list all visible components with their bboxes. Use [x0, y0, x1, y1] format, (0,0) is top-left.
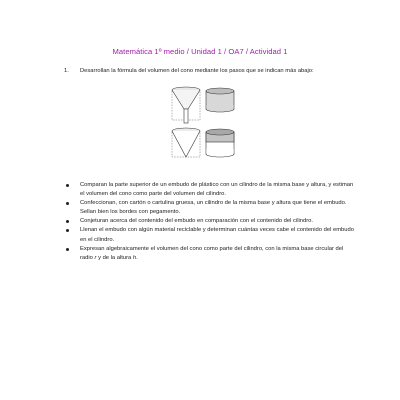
step-number: 1. — [64, 68, 69, 74]
cone-cylinder-figure — [170, 85, 240, 162]
cylinder-icon — [206, 129, 234, 157]
cone-icon — [172, 128, 200, 157]
list-item: Comparan la parte superior de un embudo de plástico con un cilindro de la misma base y altura, y estiman el volumen del cono como parte del volumen del cilindro. — [64, 181, 354, 199]
step-text: Desarrollan la fórmula del volumen del cono mediante los pasos que se indican más abajo: — [80, 68, 314, 74]
height-variable: h — [132, 254, 137, 261]
list-item: Conjeturan acerca del contenido del embudo en comparación con el contenido del cilindro. — [64, 217, 354, 226]
radius-variable: r — [94, 254, 97, 261]
list-item: Confeccionan, con cartón o cartulina gruesa, un cilindro de la misma base y altura que tiene el embudo. Sellan bien los bordes con pegamento. — [64, 199, 354, 217]
list-item: Llenan el embudo con algún material reciclable y determinan cuántas veces cabe el contenido del embudo en el cilindro. — [64, 226, 354, 244]
bullet-icon — [66, 248, 69, 251]
bullet-icon — [66, 202, 69, 205]
list-item: Expresan algebraicamente el volumen del cono como parte del cilindro, con la misma base circular del radio r y de la altura h. — [64, 245, 354, 263]
page-title: Matemática 1º medio / Unidad 1 / OA7 / Actividad 1 — [112, 47, 288, 56]
bullet-icon — [66, 184, 69, 187]
activity-steps-list — [64, 181, 354, 263]
funnel-with-cylinder-icon — [172, 87, 234, 123]
bullet-icon — [66, 229, 69, 232]
bullet-icon — [66, 220, 69, 223]
